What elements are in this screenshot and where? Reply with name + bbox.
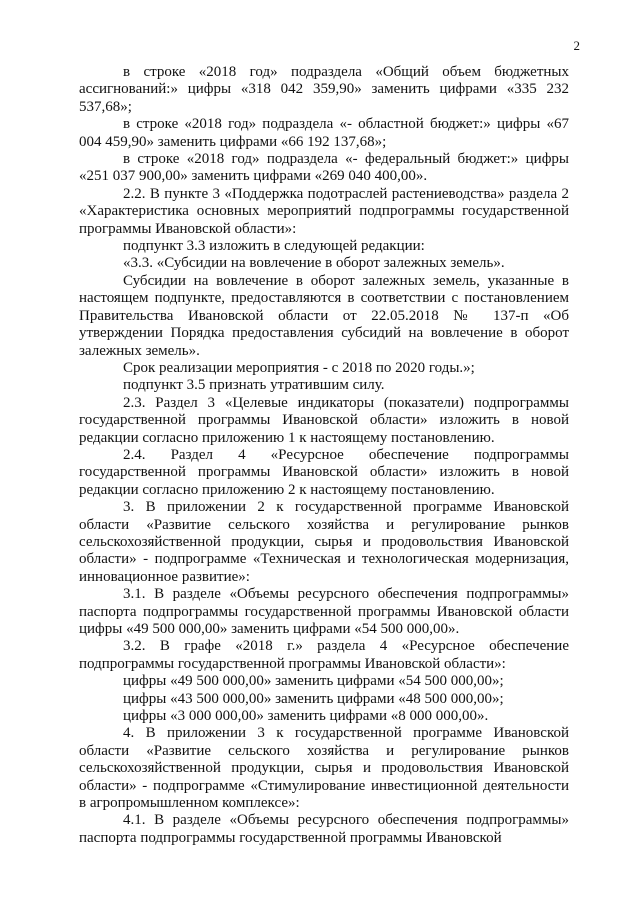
paragraph: 4.1. В разделе «Объемы ресурсного обеспечения подпрограммы» паспорта подпрограммы государственной программы Ивановской xyxy=(79,812,569,846)
paragraph: 3.1. В разделе «Объемы ресурсного обеспечения подпрограммы» паспорта подпрограммы государственной программы Ивановской области цифры «49 500 000,00» заменить цифрами «54 500 000,00». xyxy=(79,586,569,637)
paragraph: 2.3. Раздел 3 «Целевые индикаторы (показатели) подпрограммы государственной программы Ивановской области» изложить в новой редакции согласно приложению 1 к настоящему постановлению. xyxy=(79,394,569,446)
paragraph: цифры «49 500 000,00» заменить цифрами «54 500 000,00»; xyxy=(123,673,504,690)
paragraph: цифры «43 500 000,00» заменить цифрами «48 500 000,00»; xyxy=(123,690,504,707)
paragraph: в строке «2018 год» подраздела «- областной бюджет:» цифры «67 004 459,90» заменить цифрами «66 192 137,68»; xyxy=(79,116,569,150)
page-number: 2 xyxy=(573,38,580,53)
document-body xyxy=(79,64,569,847)
paragraph: цифры «3 000 000,00» заменить цифрами «8 000 000,00». xyxy=(123,708,489,725)
paragraph: Субсидии на вовлечение в оборот залежных земель, указанные в настоящем подпункте, предоставляются в соответствии с постановлением Правительства Ивановской области от 22.05.2018 № 137-п «Об утверждении Порядка предоставления субсидий на вовлечение в оборот залежных земель». xyxy=(79,272,569,359)
paragraph: 2.2. В пункте 3 «Поддержка подотраслей растениеводства» раздела 2 «Характеристика основных мероприятий подпрограммы государственной программы Ивановской области»: xyxy=(79,185,569,237)
paragraph: 3.2. В графе «2018 г.» раздела 4 «Ресурсное обеспечение подпрограммы государственной программы Ивановской области»: xyxy=(79,638,569,672)
paragraph: в строке «2018 год» подраздела «- федеральный бюджет:» цифры «251 037 900,00» заменить цифрами «269 040 400,00». xyxy=(79,151,569,185)
paragraph: 4. В приложении 3 к государственной программе Ивановской области «Развитие сельского хозяйства и регулирование рынков сельскохозяйственной продукции, сырья и продовольствия Ивановской области» - подпрограмме «Стимулирование инвестиционной деятельности в агропромышленном комплексе»: xyxy=(79,725,569,812)
paragraph: подпункт 3.3 изложить в следующей редакции: xyxy=(123,238,425,255)
paragraph: 3. В приложении 2 к государственной программе Ивановской области «Развитие сельского хозяйства и регулирование рынков сельскохозяйственной продукции, сырья и продовольствия Ивановской области» - подпрограмме «Техническая и технологическая модернизация, инновационное развитие»: xyxy=(79,499,569,585)
paragraph: 2.4. Раздел 4 «Ресурсное обеспечение подпрограммы государственной программы Ивановской области» изложить в новой редакции согласно приложению 2 к настоящему постановлению. xyxy=(79,446,569,498)
paragraph: «3.3. «Субсидии на вовлечение в оборот залежных земель». xyxy=(123,255,505,272)
paragraph: подпункт 3.5 признать утратившим силу. xyxy=(123,377,385,394)
paragraph: Срок реализации мероприятия - с 2018 по 2020 годы.»; xyxy=(123,359,475,376)
paragraph: в строке «2018 год» подраздела «Общий объем бюджетных ассигнований:» цифры «318 042 359,90» заменить цифрами «335 232 537,68»; xyxy=(79,64,569,115)
